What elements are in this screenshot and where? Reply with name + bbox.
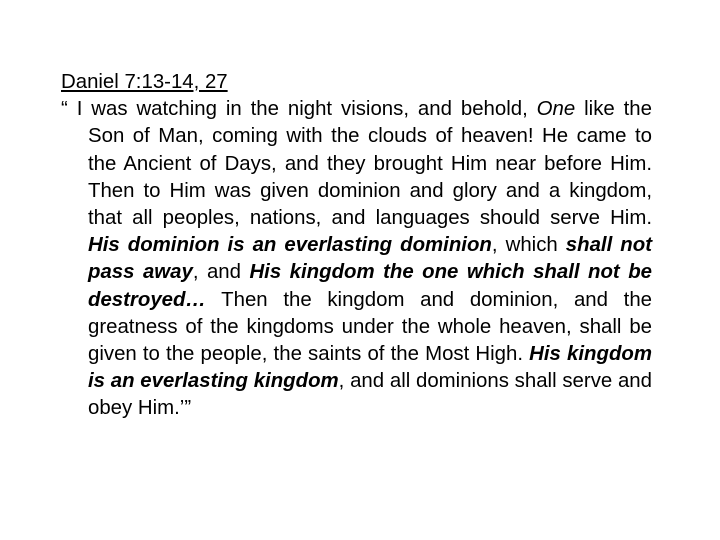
quote-segment-italic: One	[536, 98, 576, 121]
scripture-reference: Daniel 7:13-14, 27	[61, 71, 228, 93]
scripture-quote	[61, 96, 652, 422]
quote-segment-emphasis: His kingdom is an everlasting kingdom	[88, 343, 652, 393]
quote-segment-emphasis: His kingdom the one which shall not be destroyed…	[88, 261, 652, 311]
quote-segment-plain: , and	[192, 261, 250, 284]
quote-segment-plain: “ I was watching in the night visions, and behold,	[61, 98, 537, 121]
quote-segment-plain: Then the kingdom and dominion, and the greatness of the kingdoms under the whole heaven, shall be given to the people, the saints of the Most High.	[88, 288, 652, 366]
scripture-block	[61, 69, 652, 423]
quote-segment-emphasis: His dominion is an everlasting dominion	[88, 234, 492, 257]
quote-segment-plain: , which	[491, 234, 566, 257]
quote-segment-plain: like the Son of Man, coming with the clouds of heaven! He came to the Ancient of Days, and they brought Him near before Him. Then to Him was given dominion and glory and a kingdom, that all peoples, nations, and languages should serve Him.	[88, 98, 652, 230]
quote-segment-emphasis: shall not pass away	[88, 234, 652, 284]
quote-segment-plain: , and all dominions shall serve and obey Him.’”	[88, 370, 652, 420]
